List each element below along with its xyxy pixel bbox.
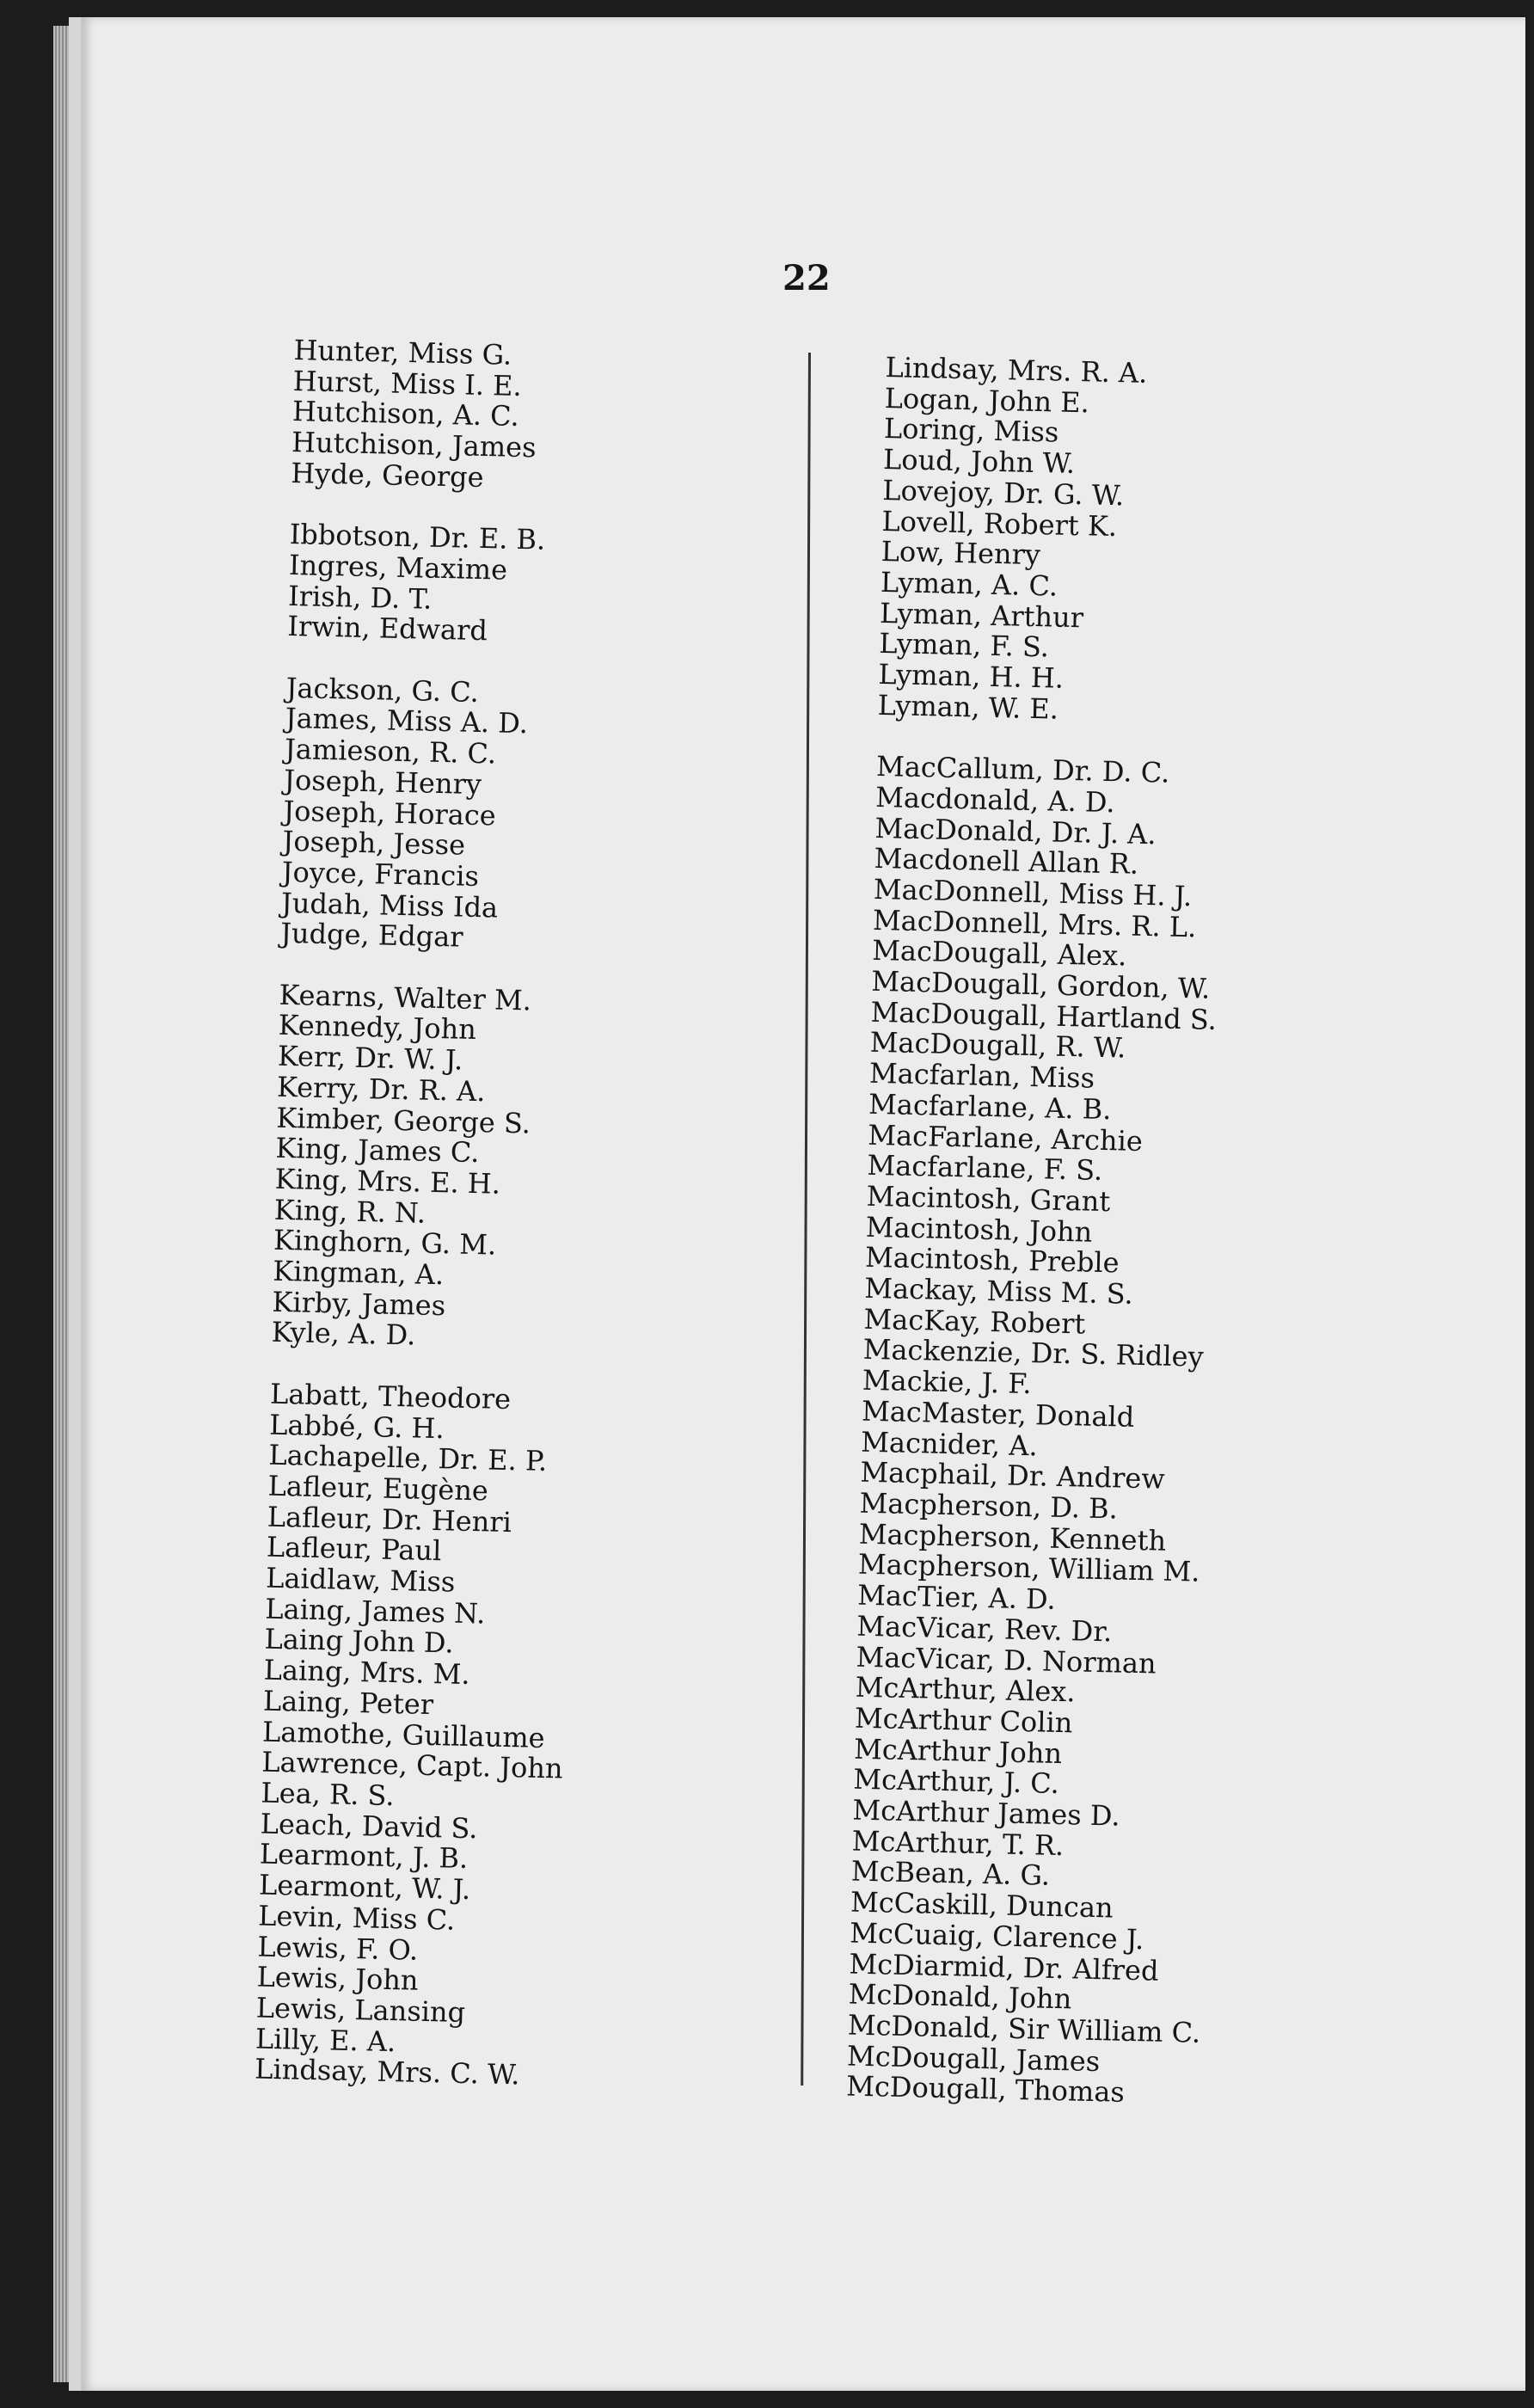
name-entry: Leach, David S. — [260, 1807, 478, 1845]
name-entry: Macfarlan, Miss — [868, 1056, 1095, 1095]
name-entry: Lyman, H. H. — [878, 657, 1065, 695]
name-entry: Ingres, Maxime — [288, 548, 508, 587]
name-entry: Macdonell Allan R. — [874, 842, 1139, 882]
name-entry: Lindsay, Mrs. R. A. — [885, 351, 1148, 390]
name-entry: Kerry, Dr. R. A. — [276, 1070, 486, 1109]
name-entry: Lachapelle, Dr. E. P. — [268, 1438, 548, 1478]
name-entry: Mackay, Miss M. S. — [863, 1271, 1134, 1311]
name-entry: Jackson, G. C. — [285, 671, 480, 709]
name-entry: MacDougall, Gordon, W. — [870, 964, 1211, 1005]
name-entry: Lilly, E. A. — [255, 2022, 396, 2058]
name-entry: King, James C. — [275, 1131, 480, 1170]
name-entry: Macnider, A. — [860, 1425, 1039, 1462]
name-entry: Macfarlane, F. S. — [867, 1149, 1103, 1188]
name-entry: Laing, James N. — [264, 1592, 486, 1631]
name-entry: McArthur James D. — [852, 1793, 1121, 1833]
name-entry: Lewis, John — [256, 1960, 419, 1997]
name-entry: McCaskill, Duncan — [850, 1885, 1114, 1925]
name-entry: Macfarlane, A. B. — [868, 1087, 1112, 1127]
name-entry: Mackenzie, Dr. S. Ridley — [862, 1333, 1205, 1374]
name-entry: Macphail, Dr. Andrew — [860, 1455, 1166, 1496]
name-list-right — [846, 353, 1238, 2110]
name-entry: Judge, Edgar — [279, 917, 463, 954]
name-entry: Laing, Peter — [262, 1684, 434, 1721]
name-entry: Kingman, A. — [272, 1254, 445, 1292]
name-entry: MacDougall, R. W. — [869, 1026, 1126, 1065]
name-entry: Hurst, Miss I. E. — [292, 364, 523, 402]
name-entry: Lyman, F. S. — [878, 627, 1050, 664]
name-entry: MacDonald, Dr. J. A. — [874, 811, 1157, 851]
name-entry: Kyle, A. D. — [271, 1316, 416, 1352]
name-entry: Labatt, Theodore — [269, 1377, 512, 1416]
name-entry: Kerr, Dr. W. J. — [277, 1039, 463, 1077]
name-entry: Hutchison, James — [291, 426, 537, 464]
name-entry: MacDonnell, Miss H. J. — [873, 872, 1193, 913]
name-entry: Macintosh, Preble — [864, 1241, 1120, 1280]
name-entry: Loring, Miss — [883, 412, 1059, 449]
name-entry: Kennedy, John — [278, 1009, 477, 1047]
name-entry: Mackie, J. F. — [862, 1363, 1033, 1401]
name-entry: Kirby, James — [272, 1285, 446, 1323]
name-entry: Hyde, George — [290, 456, 484, 494]
name-entry: Joyce, Francis — [281, 855, 480, 893]
name-entry: McArthur John — [853, 1732, 1063, 1770]
name-entry: Joseph, Horace — [283, 794, 497, 832]
name-entry: MacMaster, Donald — [861, 1394, 1135, 1434]
name-entry: Lyman, Arthur — [879, 596, 1084, 634]
name-entry: Lovell, Robert K. — [881, 504, 1118, 543]
name-entry: Lewis, Lansing — [255, 1991, 466, 2029]
name-entry: McArthur, Alex. — [855, 1670, 1076, 1709]
name-entry: Macpherson, William M. — [857, 1548, 1200, 1589]
name-entry: McDiarmid, Dr. Alfred — [849, 1947, 1159, 1987]
name-entry: Laidlaw, Miss — [265, 1561, 456, 1599]
name-entry: MacKay, Robert — [863, 1302, 1086, 1341]
name-entry: McArthur, T. R. — [851, 1824, 1065, 1862]
name-entry: Hutchison, A. C. — [291, 395, 520, 433]
name-entry: Kimber, George S. — [275, 1101, 531, 1140]
name-entry: Kearns, Walter M. — [279, 978, 532, 1017]
name-entry: Macdonald, A. D. — [874, 780, 1116, 820]
name-entry: Levin, Miss C. — [257, 1899, 456, 1937]
name-entry: Kinghorn, G. M. — [273, 1224, 497, 1262]
name-entry: Learmont, J. B. — [259, 1837, 469, 1876]
name-entry: MacDougall, Alex. — [871, 934, 1127, 973]
name-entry: Lovejoy, Dr. G. W. — [881, 473, 1125, 513]
name-entry: Macpherson, D. B. — [859, 1486, 1119, 1526]
name-entry: Logan, John E. — [884, 381, 1090, 420]
name-list-left — [255, 335, 595, 2092]
name-entry: James, Miss A. D. — [285, 702, 529, 740]
name-entry: Joseph, Jesse — [282, 825, 466, 862]
name-entry: Lea, R. S. — [261, 1776, 395, 1813]
name-entry: Loud, John W. — [882, 443, 1076, 481]
name-entry: Lamothe, Guillaume — [261, 1715, 546, 1754]
name-entry: Lyman, A. C. — [880, 565, 1058, 603]
name-entry: Labbé, G. H. — [268, 1408, 445, 1445]
name-entry: Joseph, Henry — [283, 763, 482, 801]
name-entry: Irish, D. T. — [287, 579, 433, 616]
name-entry: McBean, A. G. — [850, 1854, 1051, 1893]
name-entry: Lindsay, Mrs. C. W. — [254, 2052, 520, 2092]
name-entry: McDonald, John — [848, 1977, 1072, 2016]
name-entry: Lafleur, Paul — [266, 1531, 442, 1568]
name-entry: MacCallum, Dr. D. C. — [875, 750, 1170, 789]
name-entry: Lewis, F. O. — [257, 1930, 419, 1967]
name-entry: MacDougall, Hartland S. — [870, 995, 1218, 1036]
name-entry: MacTier, A. D. — [856, 1578, 1057, 1616]
name-entry: McDonald, Sir William C. — [847, 2008, 1201, 2049]
name-entry: Lawrence, Capt. John — [261, 1745, 564, 1785]
name-entry: McDougall, James — [846, 2039, 1101, 2078]
name-entry: King, R. N. — [273, 1193, 426, 1230]
page-number: 22 — [782, 258, 831, 298]
name-entry: Lafleur, Dr. Henri — [267, 1500, 512, 1539]
name-entry: McCuaig, Clarence J. — [849, 1916, 1144, 1956]
name-entry: Macpherson, Kenneth — [858, 1517, 1167, 1557]
name-entry: MacVicar, Rev. Dr. — [856, 1609, 1113, 1649]
name-entry: Laing John D. — [264, 1623, 454, 1661]
name-entry: Judah, Miss Ida — [280, 886, 499, 924]
name-entry: Macintosh, Grant — [866, 1179, 1111, 1219]
name-entry: McArthur Colin — [854, 1701, 1073, 1740]
name-entry: MacFarlane, Archie — [867, 1118, 1144, 1158]
name-entry: Macintosh, John — [865, 1210, 1093, 1249]
name-entry: McArthur, J. C. — [852, 1762, 1060, 1801]
name-entry: Laing, Mrs. M. — [263, 1653, 470, 1692]
name-entry: Jamieson, R. C. — [284, 732, 497, 771]
name-entry: Ibbotson, Dr. E. B. — [289, 518, 546, 556]
name-entry: MacDonnell, Mrs. R. L. — [872, 903, 1197, 944]
name-entry: McDougall, Thomas — [845, 2069, 1126, 2110]
name-entry: Low, Henry — [881, 535, 1041, 572]
name-entry: Irwin, Edward — [286, 610, 488, 648]
name-entry: Lafleur, Eugène — [267, 1469, 489, 1508]
name-entry: Lyman, W. E. — [877, 688, 1059, 726]
name-entry: King, Mrs. E. H. — [274, 1162, 501, 1201]
name-entry: Hunter, Miss G. — [293, 334, 512, 372]
name-entry: Learmont, W. J. — [258, 1868, 471, 1907]
name-entry: MacVicar, D. Norman — [856, 1640, 1157, 1680]
